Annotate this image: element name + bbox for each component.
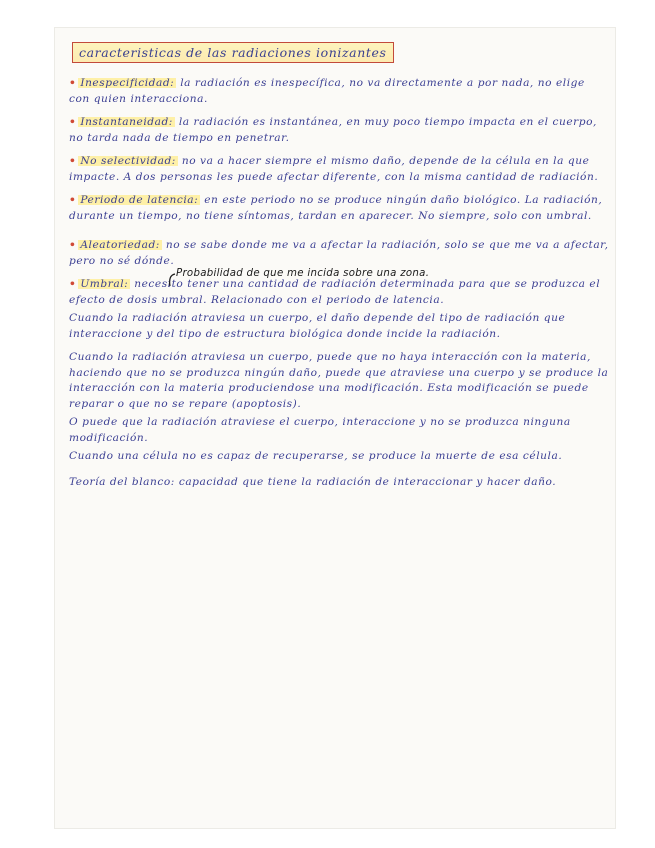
bullet-icon: •	[69, 77, 77, 89]
bullet-icon: •	[69, 239, 77, 251]
paragraph: Cuando una célula no es capaz de recuperarse, se produce la muerte de esa célula.	[69, 450, 563, 462]
item-term: Aleatoriedad:	[80, 239, 160, 251]
bullet-icon: •	[69, 116, 77, 128]
item-text: no se sabe donde me va a afectar la radiación, solo se que me va a afectar, pero no sé dónde.	[69, 239, 609, 267]
item-text: necesito tener una cantidad de radiación determinada para que se produzca el efecto de dosis umbral. Relacionado con el periodo de latencia.	[69, 278, 601, 306]
bullet-icon: •	[69, 278, 77, 290]
list-item	[69, 115, 609, 146]
item-term: Instantaneidad:	[80, 116, 173, 128]
list-item	[69, 238, 609, 269]
item-term: Periodo de latencia:	[80, 194, 199, 206]
page-title: caracteristicas de las radiaciones ionizantes	[72, 42, 394, 63]
list-item	[69, 154, 609, 185]
item-term: Inespecificidad:	[80, 77, 175, 89]
paragraph: Cuando la radiación atraviesa un cuerpo, el daño depende del tipo de radiación que interaccione y del tipo de estructura biológica donde incide la radiación.	[69, 312, 566, 340]
paragraph: Cuando la radiación atraviesa un cuerpo, puede que no haya interacción con la materia, haciendo que no se produzca ningún daño, puede que atraviese una cuerpo y se produce la interacción con la materia produciendose una modificación. Esta modificación se puede reparar o que no se repare (apoptosis).	[69, 351, 609, 410]
notebook-page	[55, 28, 615, 828]
list-item	[69, 193, 609, 224]
bullet-icon: •	[69, 155, 77, 167]
item-text: la radiación es inespecífica, no va directamente a por nada, no elige con quien interacciona.	[69, 77, 585, 105]
notes-body	[69, 76, 609, 498]
item-text: en este periodo no se produce ningún daño biológico. La radiación, durante un tiempo, no tiene síntomas, tardan en aparecer. No siempre, solo con umbral.	[69, 194, 603, 222]
item-term: No selectividad:	[80, 155, 176, 167]
item-text: no va a hacer siempre el mismo daño, depende de la célula en la que impacte. A dos personas les puede afectar diferente, con la misma cantidad de radiación.	[69, 155, 599, 183]
item-text: la radiación es instantánea, en muy poco tiempo impacta en el cuerpo, no tarda nada de tiempo en penetrar.	[69, 116, 597, 144]
list-item	[69, 76, 609, 107]
item-term: Umbral:	[80, 278, 129, 290]
list-item	[69, 277, 609, 308]
handwritten-annotation: Probabilidad de que me incida sobre una zona.	[176, 268, 430, 279]
paragraph: Teoría del blanco: capacidad que tiene la radiación de interaccionar y hacer daño.	[69, 475, 557, 488]
bullet-icon: •	[69, 194, 77, 206]
paragraph: O puede que la radiación atraviese el cuerpo, interaccione y no se produzca ninguna modificación.	[69, 416, 571, 444]
